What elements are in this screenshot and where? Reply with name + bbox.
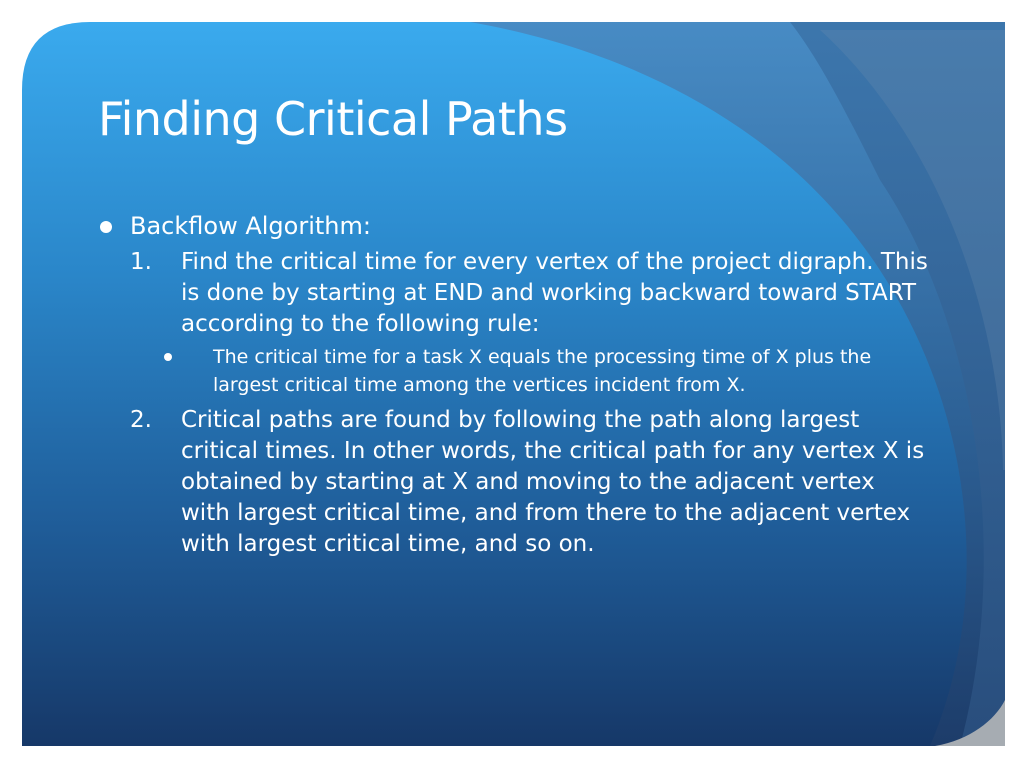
step-1-subbullet xyxy=(100,343,930,399)
bullet-text: Backflow Algorithm: xyxy=(130,212,371,240)
subbullet-text: The critical time for a task X equals the processing time of X plus the largest critical time among the vertices incident from X. xyxy=(213,346,872,396)
bullet-icon xyxy=(164,353,172,361)
step-2 xyxy=(100,405,930,560)
step-text: Find the critical time for every vertex of the project digraph. This is done by starting at END and working backward toward START according to the following rule: xyxy=(181,249,928,337)
step-text: Critical paths are found by following the path along largest critical times. In other words, the critical path for any vertex X is obtained by starting at X and moving to the adjacent vertex with largest critical time, and from there to the adjacent vertex with largest critical time, and so on. xyxy=(181,407,925,557)
bullet-icon xyxy=(100,221,112,233)
slide-body xyxy=(100,209,930,560)
bullet-backflow-algorithm xyxy=(100,209,930,243)
slide-title: Finding Critical Paths xyxy=(98,92,568,146)
step-number: 2. xyxy=(130,407,152,433)
step-1 xyxy=(100,247,930,340)
step-number: 1. xyxy=(130,249,152,275)
